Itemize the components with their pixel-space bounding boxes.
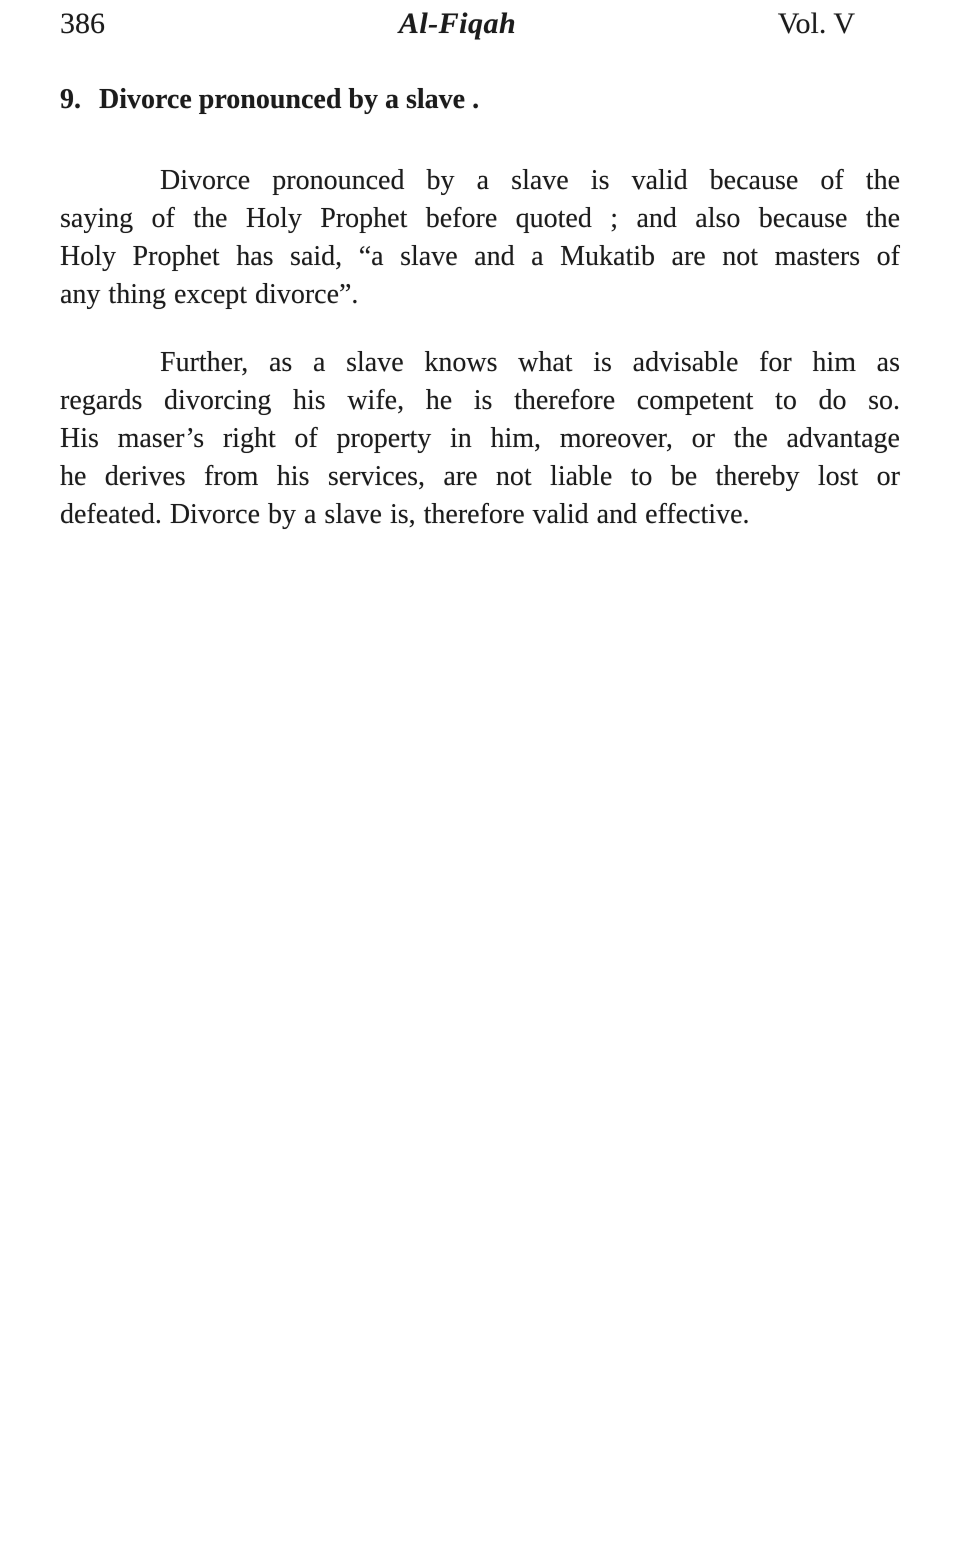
text-line: Further, as a slave knows what is advisable for him as bbox=[160, 347, 900, 378]
text-line: His maser’s right of property in him, moreover, or the advantage bbox=[60, 423, 900, 454]
section-number: 9. bbox=[60, 84, 81, 115]
text-line: saying of the Holy Prophet before quoted ; and also because the bbox=[60, 203, 900, 234]
paragraph bbox=[60, 162, 900, 314]
text-line: Holy Prophet has said, “a slave and a Mukatib are not masters of bbox=[60, 241, 900, 272]
text-line: regards divorcing his wife, he is therefore competent to do so. bbox=[60, 385, 900, 416]
text-line: Divorce pronounced by a slave is valid because of the bbox=[160, 165, 900, 196]
text-line: he derives from his services, are not liable to be thereby lost or bbox=[60, 461, 900, 492]
paragraph bbox=[60, 344, 900, 534]
text-line: any thing except divorce”. bbox=[60, 279, 359, 310]
section-title: Divorce pronounced by a slave . bbox=[99, 84, 480, 115]
page-number: 386 bbox=[60, 7, 105, 40]
text-line: defeated. Divorce by a slave is, therefore valid and effective. bbox=[60, 499, 750, 530]
section-heading bbox=[60, 82, 900, 118]
book-title: Al-Fiqah bbox=[398, 7, 517, 40]
volume-label: Vol. V bbox=[777, 7, 855, 40]
running-header bbox=[60, 6, 900, 42]
